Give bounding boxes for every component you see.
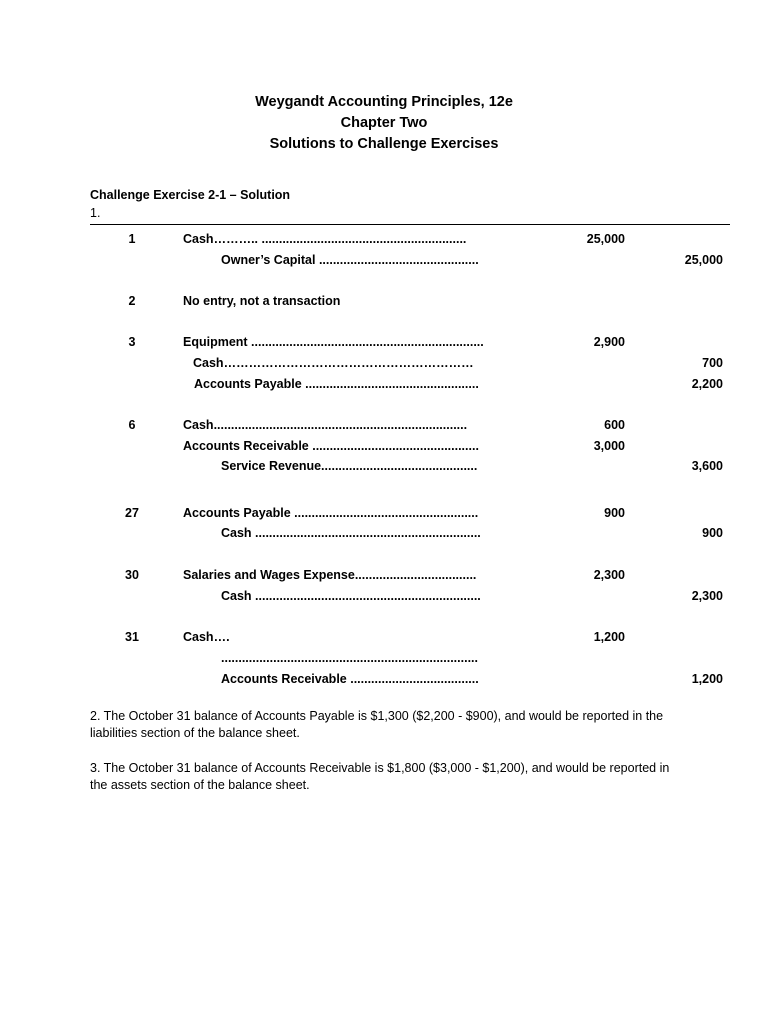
part-1-label: 1. (90, 206, 101, 220)
entry-date: 3 (128, 335, 136, 349)
credit-amount: 25,000 (684, 253, 723, 267)
account-name: Accounts Payable ..................................................... (183, 506, 479, 520)
account-name: Service Revenue............................................. (221, 459, 478, 473)
journal-row (0, 651, 768, 667)
account-name: No entry, not a transaction (183, 294, 341, 308)
account-name: Owner’s Capital .............................................. (221, 253, 479, 267)
journal-row (0, 335, 768, 351)
journal-row (0, 356, 768, 372)
journal-row (0, 568, 768, 584)
answer-paragraph-3: 3. The October 31 balance of Accounts Receivable is $1,800 ($3,000 - $1,200), and would be reported in the assets section of the balance sheet. (90, 761, 670, 792)
debit-amount: 900 (604, 506, 625, 520)
credit-amount: 2,200 (691, 377, 723, 391)
credit-amount: 700 (702, 356, 723, 370)
section-title: Solutions to Challenge Exercises (269, 136, 499, 152)
credit-amount: 2,300 (691, 589, 723, 603)
account-name: Salaries and Wages Expense................................... (183, 568, 477, 582)
account-name: Cash…. (183, 630, 230, 644)
exercise-heading: Challenge Exercise 2-1 – Solution (90, 188, 291, 202)
journal-row (0, 418, 768, 434)
debit-amount: 25,000 (586, 232, 625, 246)
entry-date: 30 (125, 568, 139, 582)
journal-row (0, 589, 768, 605)
credit-amount: 1,200 (691, 672, 723, 686)
divider-line (90, 224, 730, 225)
journal-row (0, 232, 768, 248)
debit-amount: 3,000 (593, 439, 625, 453)
account-name: Cash ................................................................. (221, 526, 481, 540)
account-name: Cash……….. ........................................................... (183, 232, 467, 246)
journal-row (0, 506, 768, 522)
journal-row (0, 294, 768, 310)
entry-date: 31 (125, 630, 139, 644)
entry-date: 6 (128, 418, 136, 432)
journal-row (0, 672, 768, 688)
entry-date: 2 (128, 294, 136, 308)
answer-paragraph-2: 2. The October 31 balance of Accounts Payable is $1,300 ($2,200 - $900), and would be reported in the liabilities section of the balance sheet. (90, 709, 664, 740)
debit-amount: 2,300 (593, 568, 625, 582)
account-name: Cash…………………………………………………… (193, 356, 474, 370)
journal-row (0, 630, 768, 646)
debit-amount: 2,900 (593, 335, 625, 349)
credit-amount: 3,600 (691, 459, 723, 473)
account-name: Equipment ................................................................... (183, 335, 484, 349)
journal-row (0, 377, 768, 393)
credit-amount: 900 (702, 526, 723, 540)
journal-row (0, 526, 768, 542)
journal-row (0, 459, 768, 475)
book-title: Weygandt Accounting Principles, 12e (255, 94, 513, 110)
account-name: .......................................................................... (221, 651, 478, 665)
debit-amount: 1,200 (593, 630, 625, 644)
account-name: Cash......................................................................... (183, 418, 468, 432)
account-name: Accounts Receivable ................................................ (183, 439, 479, 453)
debit-amount: 600 (604, 418, 625, 432)
entry-date: 27 (125, 506, 139, 520)
chapter-title: Chapter Two (340, 115, 428, 131)
entry-date: 1 (128, 232, 136, 246)
journal-row (0, 253, 768, 269)
account-name: Accounts Receivable ..................................... (221, 672, 479, 686)
journal-row (0, 439, 768, 455)
account-name: Accounts Payable .................................................. (194, 377, 479, 391)
account-name: Cash ................................................................. (221, 589, 481, 603)
